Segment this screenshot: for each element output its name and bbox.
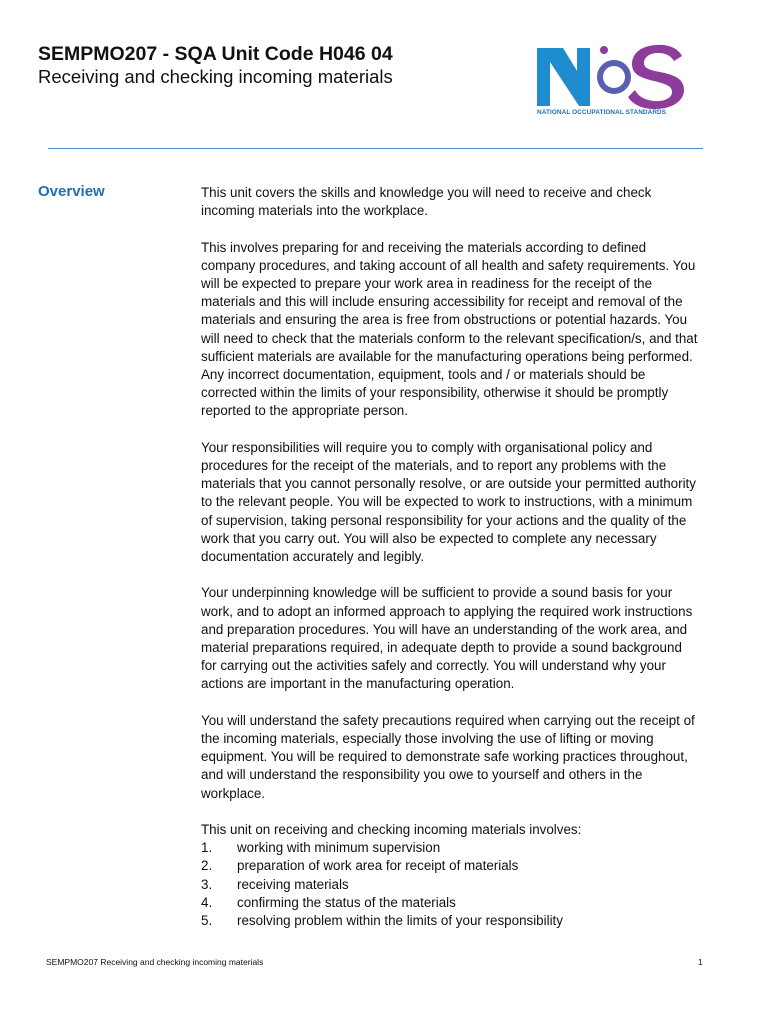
overview-paragraph: This involves preparing for and receiving the materials according to defined company procedures, and taking account of all health and safety requirements. You will be expected to prepare your work area in readiness for the receipt of the materials and this will include ensuring accessibility for receipt and removal of the materials and ensuring the area is free from obstructions or potential hazards. You will need to check that the materials conform to the relevant specification/s, and that sufficient materials are available for the manufacturing operations being performed. Any incorrect documentation, equipment, tools and / or materials should be corrected within the limits of your responsibility, otherwise it should be promptly reported to the appropriate person. xyxy=(201,239,698,419)
list-item xyxy=(201,857,701,875)
list-item xyxy=(201,839,701,857)
overview-paragraph: Your underpinning knowledge will be sufficient to provide a sound basis for your work, and to adopt an informed approach to applying the required work instructions and preparation procedures. You will have an understanding of the work area, and material preparations required, in adequate depth to provide a sound background for carrying out the activities safely and correctly. You will understand why your actions are important in the manufacturing operation. xyxy=(201,585,693,692)
list-item-text: resolving problem within the limits of your responsibility xyxy=(237,912,563,928)
document-subtitle: Receiving and checking incoming materials xyxy=(38,66,393,87)
list-item-number: 3. xyxy=(201,876,213,892)
list-item-text: preparation of work area for receipt of materials xyxy=(237,858,519,874)
list-item xyxy=(201,876,701,894)
logo-caption: NATIONAL OCCUPATIONAL STANDARDS xyxy=(537,109,667,116)
nos-logo-mark-icon xyxy=(532,40,692,110)
header-divider xyxy=(48,148,703,149)
list-item xyxy=(201,912,701,930)
involvement-list xyxy=(201,839,701,930)
overview-body xyxy=(201,184,701,930)
list-item-text: working with minimum supervision xyxy=(237,840,441,856)
overview-paragraph: You will understand the safety precautions required when carrying out the receipt of the incoming materials, especially those involving the use of lifting or moving equipment. You will be required to demonstrate safe working practices throughout, and will understand the responsibility you owe to yourself and others in the workplace. xyxy=(201,712,695,801)
list-item-number: 5. xyxy=(201,912,213,928)
page-number: 1 xyxy=(698,957,703,967)
list-item-text: confirming the status of the materials xyxy=(237,894,456,910)
section-heading-overview: Overview xyxy=(38,183,105,200)
document-title: SEMPMO207 - SQA Unit Code H046 04 xyxy=(38,43,393,65)
footer-text: SEMPMO207 Receiving and checking incoming materials xyxy=(46,957,264,967)
list-intro: This unit on receiving and checking incoming materials involves: xyxy=(201,822,582,838)
overview-paragraph: This unit covers the skills and knowledge you will need to receive and check incoming materials into the workplace. xyxy=(201,185,652,219)
list-item-number: 4. xyxy=(201,894,213,910)
list-item-number: 2. xyxy=(201,858,213,874)
list-item xyxy=(201,894,701,912)
list-item-number: 1. xyxy=(201,840,213,856)
list-item-text: receiving materials xyxy=(237,876,349,892)
nos-logo xyxy=(532,40,692,122)
overview-paragraph: Your responsibilities will require you to comply with organisational policy and procedures for the receipt of the materials, and to report any problems with the materials that you cannot personally resolve, or are outside your permitted authority to the relevant people. You will be expected to work to instructions, with a minimum of supervision, taking personal responsibility for your actions and the quality of the work that you carry out. You will also be expected to complete any necessary documentation accurately and legibly. xyxy=(201,439,696,565)
